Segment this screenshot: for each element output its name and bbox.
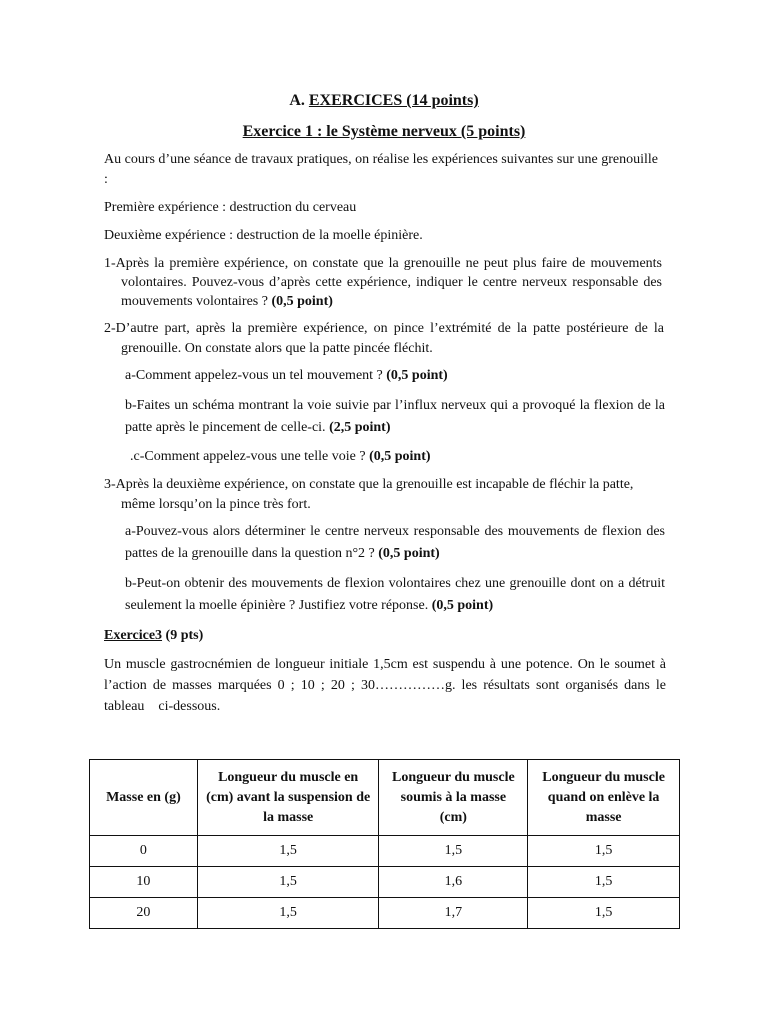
table-cell: 0 [90, 836, 198, 867]
question-2a [125, 366, 665, 386]
question-1 [104, 254, 662, 311]
question-2c-points: (0,5 point) [369, 449, 431, 464]
question-2b-text: b-Faites un schéma montrant la voie suivie par l’influx nerveux qui a provoqué la flexion de la patte après le pincement de celle-ci. [125, 398, 665, 435]
table-cell: 1,5 [197, 836, 379, 867]
question-2-text: 2-D’autre part, après la première expérience, on pince l’extrémité de la patte postérieure de la grenouille. On constate alors que la patte pincée fléchit. [104, 321, 664, 356]
question-1-text: 1-Après la première expérience, on constate que la grenouille ne peut plus faire de mouvements volontaires. Pouvez-vous d’après cette expérience, indiquer le centre nerveux responsable des mouvements volontaires ? [104, 256, 662, 309]
heading-title: EXERCICES (14 points) [308, 92, 479, 109]
question-3-text: 3-Après la deuxième expérience, on constate que la grenouille est incapable de fléchir la patte, même lorsqu’on la pince très fort. [104, 477, 634, 512]
question-2b [125, 395, 665, 439]
exercise3-points: (9 pts) [165, 628, 204, 643]
question-1-points: (0,5 point) [271, 294, 333, 309]
table-row [90, 898, 680, 929]
question-2 [104, 319, 664, 359]
question-3b-points: (0,5 point) [431, 598, 494, 613]
question-3 [104, 475, 644, 515]
exercise3-title: Exercice3 [104, 628, 163, 643]
question-3b [125, 573, 665, 617]
table-cell: 1,5 [197, 867, 379, 898]
question-3a-points: (0,5 point) [378, 546, 440, 561]
experiment-1: Première expérience : destruction du cerveau [104, 200, 357, 215]
table-cell: 1,6 [379, 867, 528, 898]
header-length-after: Longueur du muscle quand on enlève la masse [528, 760, 680, 836]
question-3a [125, 521, 665, 565]
exercise3-intro: Un muscle gastrocnémien de longueur initiale 1,5cm est suspendu à une potence. On le soumet à l’action de masses marquées 0 ; 10 ; 20 ; 30……………g. les résultats sont organisés dans le tableau ci-dessous. [104, 657, 670, 714]
question-2a-text: a-Comment appelez-vous un tel mouvement ? [125, 368, 383, 383]
table-row [90, 867, 680, 898]
results-table [89, 759, 680, 929]
table-cell: 1,5 [528, 898, 680, 929]
exercise1-intro: Au cours d’une séance de travaux pratiques, on réalise les expériences suivantes sur une grenouille : [104, 152, 658, 187]
table-cell: 1,5 [528, 867, 680, 898]
header-length-loaded: Longueur du muscle soumis à la masse (cm) [379, 760, 528, 836]
header-mass: Masse en (g) [90, 760, 198, 836]
exercise3-heading [104, 626, 644, 646]
question-2b-points: (2,5 point) [329, 420, 391, 435]
question-2c-text: .c-Comment appelez-vous une telle voie ? [130, 449, 366, 464]
heading-prefix: A. [289, 92, 305, 109]
table-cell: 1,5 [197, 898, 379, 929]
exercise1-title: Exercice 1 : le Système nerveux (5 points) [242, 123, 526, 140]
table-cell: 1,5 [379, 836, 528, 867]
question-2c [130, 447, 670, 467]
table-cell: 20 [90, 898, 198, 929]
main-heading [0, 92, 768, 110]
table-cell: 1,5 [528, 836, 680, 867]
table-cell: 1,7 [379, 898, 528, 929]
question-2a-points: (0,5 point) [386, 368, 448, 383]
table-row [90, 836, 680, 867]
table-header-row [90, 760, 680, 836]
question-3b-text: b-Peut-on obtenir des mouvements de flexion volontaires chez une grenouille dont on a détruit seulement la moelle épinière ? Justifiez votre réponse. [125, 576, 665, 613]
table-cell: 10 [90, 867, 198, 898]
experiment-2: Deuxième expérience : destruction de la moelle épinière. [104, 228, 423, 243]
header-length-before: Longueur du muscle en (cm) avant la suspension de la masse [197, 760, 379, 836]
question-3a-text: a-Pouvez-vous alors déterminer le centre nerveux responsable des mouvements de flexion des pattes de la grenouille dans la question n°2 ? [125, 524, 665, 561]
